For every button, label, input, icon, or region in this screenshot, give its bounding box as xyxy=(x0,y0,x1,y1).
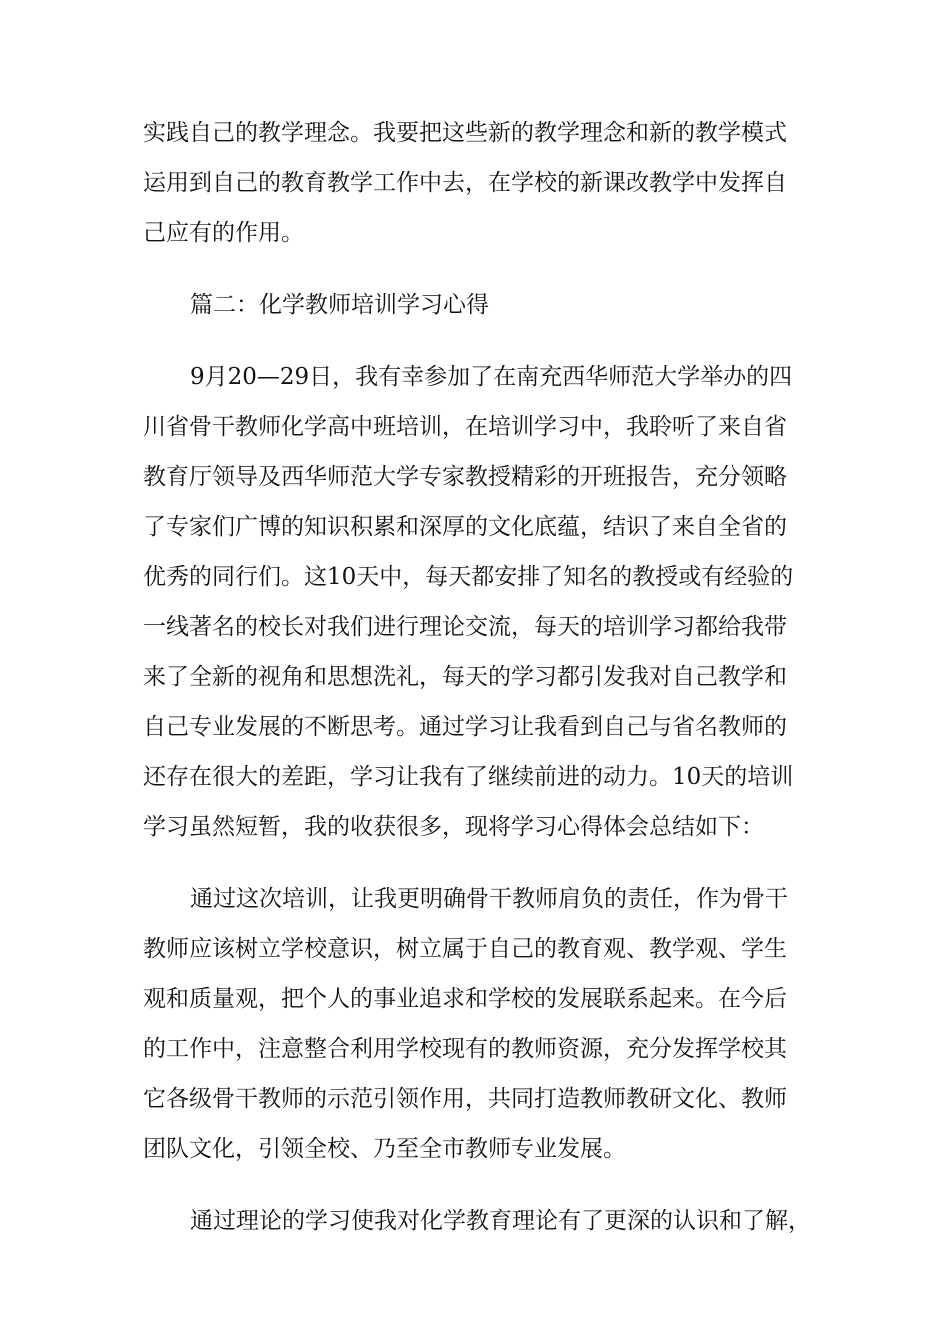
text-line: 的工作中，注意整合利用学校现有的教师资源，充分发挥学校其 xyxy=(143,1036,787,1062)
document-body xyxy=(143,108,823,1246)
text-line: 通过这次培训，让我更明确骨干教师肩负的责任，作为骨干 xyxy=(190,886,788,912)
text-line: 川省骨干教师化学高中班培训，在培训学习中，我聆听了来自省 xyxy=(143,414,787,440)
text-line: 还存在很大的差距，学习让我有了继续前进的动力。10天的培训 xyxy=(143,764,794,790)
text-line: 教育厅领导及西华师范大学专家教授精彩的开班报告，充分领略 xyxy=(143,464,787,490)
section-heading: 篇二：化学教师培训学习心得 xyxy=(190,292,489,318)
text-line: 它各级骨干教师的示范引领作用，共同打造教师教研文化、教师 xyxy=(143,1086,787,1112)
text-line: 观和质量观，把个人的事业追求和学校的发展联系起来。在今后 xyxy=(143,986,787,1012)
text-line: 己应有的作用。 xyxy=(143,220,304,246)
paragraph xyxy=(143,874,823,1174)
text-line: 自己专业发展的不断思考。通过学习让我看到自己与省名教师的 xyxy=(143,714,787,740)
text-line: 实践自己的教学理念。我要把这些新的教学理念和新的教学模式 xyxy=(143,120,787,146)
text-line: 来了全新的视角和思想洗礼，每天的学习都引发我对自己教学和 xyxy=(143,664,787,690)
paragraph xyxy=(143,1196,823,1246)
paragraph xyxy=(143,108,823,258)
text-line: 了专家们广博的知识积累和深厚的文化底蕴，结识了来自全省的 xyxy=(143,514,787,540)
text-line: 优秀的同行们。这10天中，每天都安排了知名的教授或有经验的 xyxy=(143,564,794,590)
text-line: 通过理论的学习使我对化学教育理论有了更深的认识和了解， xyxy=(190,1208,811,1234)
text-line: 一线著名的校长对我们进行理论交流，每天的培训学习都给我带 xyxy=(143,614,787,640)
paragraph xyxy=(143,352,823,852)
text-line: 学习虽然短暂，我的收获很多，现将学习心得体会总结如下： xyxy=(143,814,764,840)
text-line: 团队文化，引领全校、乃至全市教师专业发展。 xyxy=(143,1136,626,1162)
text-line: 9月20—29日，我有幸参加了在南充西华师范大学举办的四 xyxy=(190,364,793,390)
text-line: 教师应该树立学校意识，树立属于自己的教育观、教学观、学生 xyxy=(143,936,787,962)
text-line: 运用到自己的教育教学工作中去，在学校的新课改教学中发挥自 xyxy=(143,170,787,196)
